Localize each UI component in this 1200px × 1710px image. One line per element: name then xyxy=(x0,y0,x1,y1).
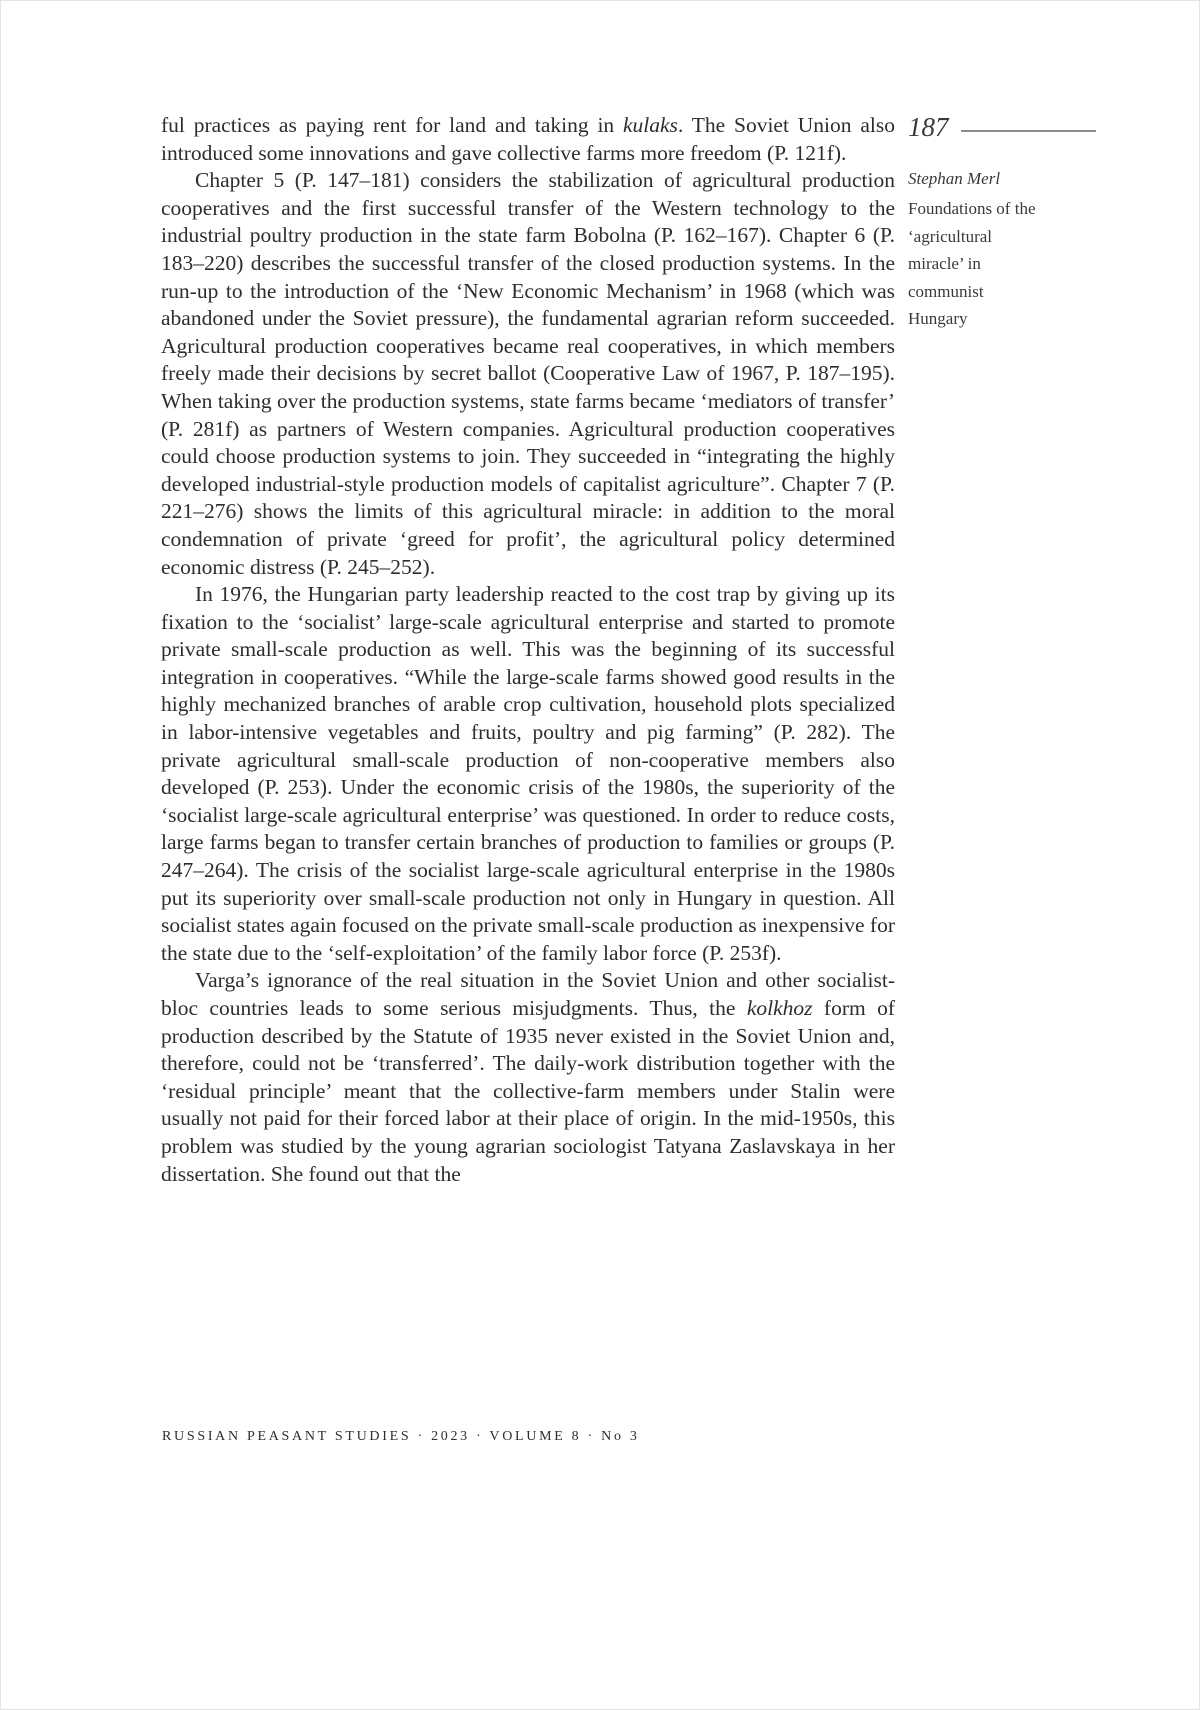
page-number: 187 xyxy=(908,112,949,142)
margin-column xyxy=(908,114,1096,333)
italic-text-run: kolkhoz xyxy=(746,996,813,1020)
paragraph xyxy=(161,112,895,167)
text-run: ful practices as paying rent for land and taking in xyxy=(161,113,623,137)
text-run: Chapter 5 (P. 147–181) considers the stabilization of agricultural production cooperatives and the first successful transfer of the Western technology to the industrial poultry production in the state farm Bobolna (P. 162–167). Chapter 6 (P. 183–220) describes the successful transfer of the closed production systems. In the run-up to the introduction of the ‘New Economic Mechanism’ in 1968 (which was abandoned under the Soviet pressure), the fundamental agrarian reform succeeded. Agricultural production cooperatives became real cooperatives, in which members freely made their decisions by secret ballot (Cooperative Law of 1967, P. 187–195). When taking over the production systems, state farms became ‘mediators of transfer’ (P. 281f) as partners of Western companies. Agricultural production cooperatives could choose production systems to join. They succeeded in “integrating the highly developed industrial-style production models of capitalist agriculture”. Chapter 7 (P. 221–276) shows the limits of this agricultural miracle: in addition to the moral condemnation of private ‘greed for profit’, the agricultural policy determined economic distress (P. 245–252). xyxy=(161,168,895,579)
text-run: In 1976, the Hungarian party leadership reacted to the cost trap by giving up its fixation to the ‘socialist’ large-scale agricultural enterprise and started to promote private small-scale production as well. This was the beginning of its successful integration in cooperatives. “While the large-scale farms showed good results in the highly mechanized branches of arable crop cultivation, household plots specialized in labor-intensive vegetables and fruits, poultry and pig farming” (P. 282). The private agricultural small-scale production of non-cooperative members also developed (P. 253). Under the economic crisis of the 1980s, the superiority of the ‘socialist large-scale agricultural enterprise’ was questioned. In order to reduce costs, large farms began to transfer certain branches of production to families or groups (P. 247–264). The crisis of the socialist large-scale agricultural enterprise in the 1980s put its superiority over small-scale production not only in Hungary in question. All socialist states again focused on the private small-scale production as inexpensive for the state due to the ‘self-exploitation’ of the family labor force (P. 253f). xyxy=(161,582,895,965)
text-run: . The Soviet Union also introduced some innovations and gave collective farms more freedom (P. 121f). xyxy=(161,113,895,165)
paragraph xyxy=(161,167,895,581)
margin-author: Stephan Merl xyxy=(908,169,1001,188)
paragraph xyxy=(161,967,895,1188)
article-body xyxy=(161,112,895,1188)
margin-running-title: Foundations of the ‘agricultural miracle’ in communist Hungary xyxy=(908,199,1036,328)
text-run: form of production described by the Statute of 1935 never existed in the Soviet Union and, therefore, could not be ‘transferred’. The daily-work distribution together with the ‘residual principle’ meant that the collective-farm members under Stalin were usually not paid for their forced labor at their place of origin. In the mid-1950s, this problem was studied by the young agrarian sociologist Tatyana Zaslavskaya in her dissertation. She found out that the xyxy=(161,996,896,1186)
paragraph xyxy=(161,581,895,967)
journal-footline: RUSSIAN PEASANT STUDIES · 2023 · VOLUME 8 · No 3 xyxy=(162,1429,640,1444)
text-run: Varga’s ignorance of the real situation in the Soviet Union and other socialist-bloc countries leads to some serious misjudgments. Thus, the xyxy=(161,968,895,1020)
page-number-rule xyxy=(961,130,1097,132)
page-number-row xyxy=(908,114,1096,141)
italic-text-run: kulaks xyxy=(623,113,678,137)
